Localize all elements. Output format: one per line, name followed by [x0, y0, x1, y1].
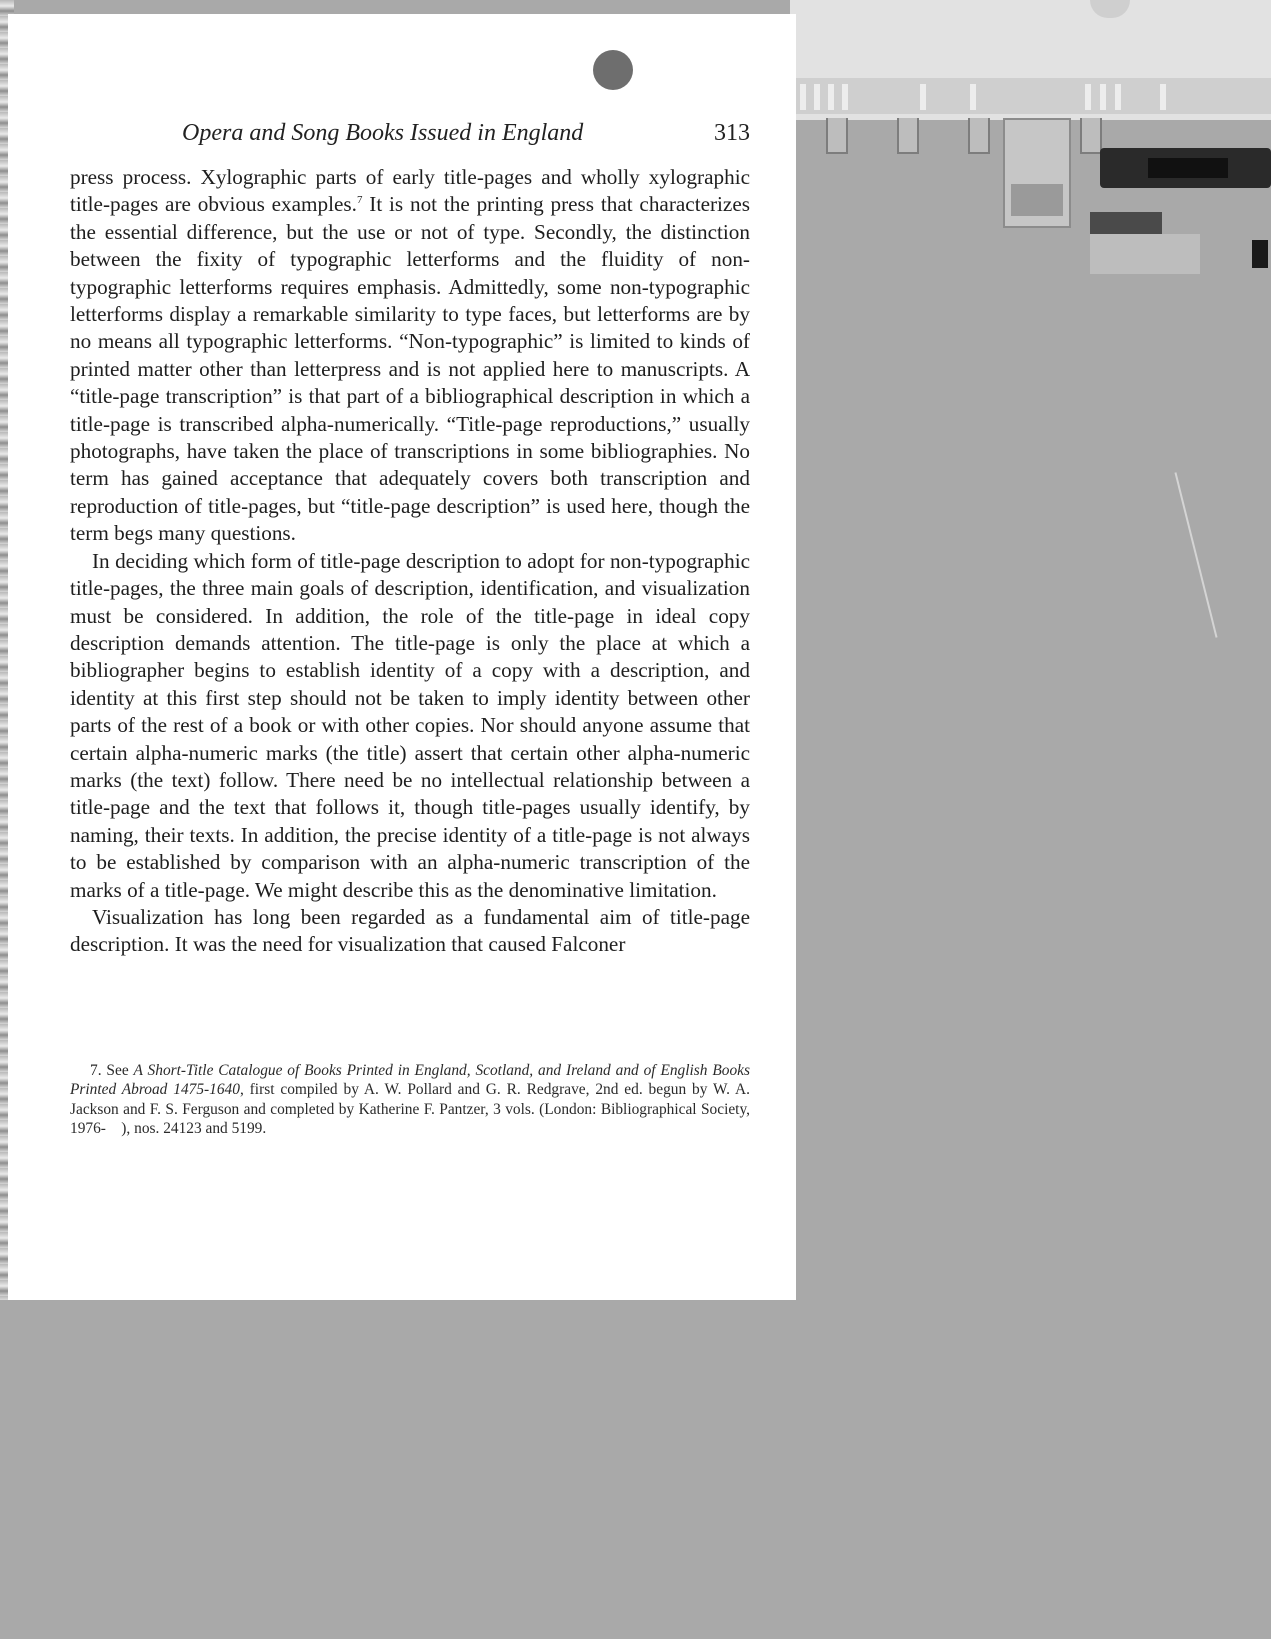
page-header	[70, 120, 750, 154]
footnote-cited-title: A Short-Title Catalogue of Books Printed in England, Scotland, and Ireland and of English Books Printed Abroad 1475-1640	[70, 1062, 750, 1099]
book-page	[8, 14, 796, 1300]
rail-tick	[920, 84, 926, 110]
scanner-roller	[1100, 148, 1271, 188]
rail-tick	[1085, 84, 1091, 110]
punch-hole	[593, 50, 633, 90]
scanner-rail	[790, 78, 1271, 114]
paragraph	[70, 164, 750, 548]
scanner-clip	[826, 118, 848, 154]
paragraph: In deciding which form of title-page description to adopt for non-typographic title-pages, the three main goals of description, identification, and visualization must be considered. In addition, the role of the title-page in ideal copy description demands attention. The title-page is only the place at which a bibliographer begins to establish identity of a copy with a description, and identity at this first step should not be taken to imply identity between other parts of the rest of a book or with other copies. Nor should anyone assume that certain alpha-numeric marks (the title) assert that certain other alpha-numeric marks (the text) follow. There need be no intellectual relationship between a title-page and the text that follows it, though title-pages usually identify, by naming, their texts. In addition, the precise identity of a title-page is not always to be established by comparison with an alpha-numeric transcription of the marks of a title-page. We might describe this as the denominative limitation.	[70, 548, 750, 902]
scanner-clip	[897, 118, 919, 154]
footnote-reference: 7	[356, 194, 363, 207]
footnote-lead: See	[101, 1062, 134, 1079]
rail-tick	[1160, 84, 1166, 110]
scanner-slot	[1090, 212, 1162, 234]
scanner-hinge	[1003, 118, 1071, 228]
paragraph-text: press process. Xylographic parts of early title-pages and wholly xylographic title-pages are obvious examples.	[70, 165, 750, 217]
rail-tick	[814, 84, 820, 110]
scratch-mark	[1174, 472, 1217, 637]
body-text	[70, 164, 750, 959]
rail-tick	[842, 84, 848, 110]
footnote-text: , first compiled by A. W. Pollard and G. R. Redgrave, 2nd ed. begun by W. A. Jackson and F. S. Ferguson and completed by Katherine F. Pantzer, 3 vols. (London: Bibliographical Society, 1976- ), nos. 24123 and 5199.	[70, 1081, 750, 1138]
paragraph-text: It is not the printing press that characterizes the essential difference, but the use or not of type. Secondly, the distinction between the fixity of typographic letterforms and the fluidity of non-typographic letterforms requires emphasis. Admittedly, some non-typographic letterforms display a remarkable similarity to type faces, but letterforms are by no means all typographic letterforms. “Non-typographic” is limited to kinds of printed matter other than letterpress and is not applied here to manuscripts. A “title-page transcription” is that part of a bibliographical description in which a title-page is transcribed alpha-numerically. “Title-page reproductions,” usually photographs, have taken the place of transcriptions in some bibliographies. No term has gained acceptance that adequately covers both transcription and reproduction of title-pages, but “title-page description” is used here, though the term begs many questions.	[70, 192, 750, 546]
scanner-edge-mark	[1252, 240, 1268, 268]
page-number: 313	[714, 120, 750, 146]
scanner-clip	[968, 118, 990, 154]
rail-tick	[970, 84, 976, 110]
rail-tick	[1115, 84, 1121, 110]
rail-tick	[828, 84, 834, 110]
scanner-clip	[1080, 118, 1102, 154]
paragraph: Visualization has long been regarded as a fundamental aim of title-page description. It was the need for visualization that caused Falconer	[70, 904, 750, 957]
footnote	[70, 1061, 750, 1139]
rail-tick	[800, 84, 806, 110]
rail-tick	[1100, 84, 1106, 110]
running-title: Opera and Song Books Issued in England	[182, 120, 584, 146]
scanner-slot-panel	[1090, 234, 1200, 274]
footnote-number: 7.	[90, 1062, 102, 1079]
